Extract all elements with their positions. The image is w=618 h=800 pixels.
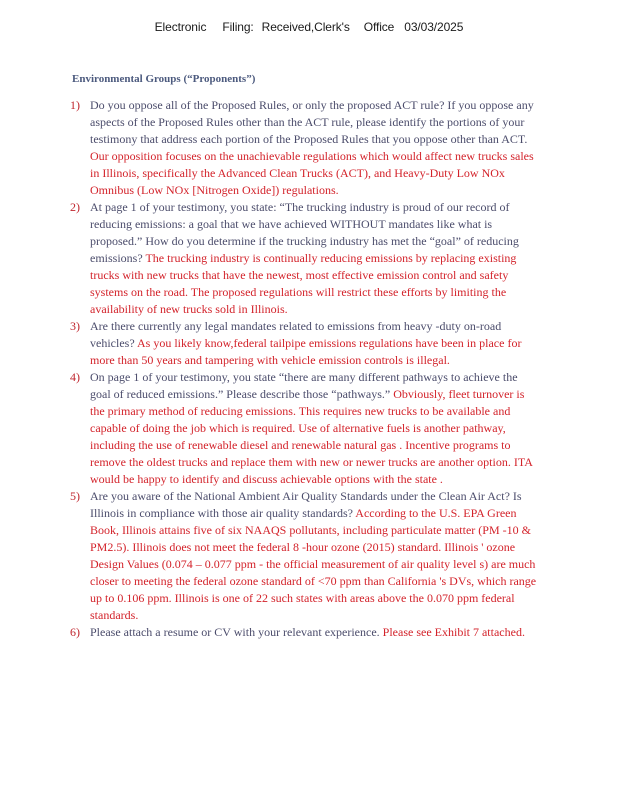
question-text: On page 1 of your testimony, you state “there are many different pathways to achieve the goal of reduced emissions.” Please describe those “pathways.” — [90, 370, 518, 401]
answer-text: Our opposition focuses on the unachievable regulations which would affect new trucks sales in Illinois, specifically the Advanced Clean Trucks (ACT), and Heavy-Duty Low NOx Omnibus (Low NOx [Nitrogen Oxide]) regulations. — [90, 149, 534, 197]
section-title: Environmental Groups (“Proponents”) — [72, 73, 256, 85]
header-date: 03/03/2025 — [404, 20, 464, 34]
answer-text: The trucking industry is continually reducing emissions by replacing existing trucks with new trucks that have the newest, most effective emission control and safety systems on the road. The proposed regulations will restrict these efforts by limiting the availability of new trucks sold in Illinois. — [90, 251, 517, 316]
answer-text: According to the U.S. EPA Green Book, Illinois attains five of six NAAQS pollutants, including particulate matter (PM -10 & PM2.5). Illinois does not meet the federal 8 -hour ozone (2015) standard. Illinois ' ozone Design Values (0.074 – 0.077 ppm - the official measurement of air quality level s) are much closer to meeting the federal ozone standard of <70 ppm than California 's DVs, which range up to 0.106 ppm. Illinois is one of 22 such states with areas above the 0.070 ppm federal standards. — [90, 506, 537, 622]
question-number: 4) — [70, 370, 80, 384]
question-item-2 — [70, 199, 540, 318]
question-text: Are there currently any legal mandates related to emissions from heavy -duty on-road vehicles? — [90, 319, 502, 350]
answer-text: As you likely know,federal tailpipe emissions regulations have been in place for more than 50 years and tampering with vehicle emission controls is illegal. — [90, 336, 522, 367]
question-text: Please attach a resume or CV with your relevant experience. — [90, 625, 380, 639]
question-item-4 — [70, 369, 540, 488]
question-item-1 — [70, 97, 540, 199]
question-item-6 — [70, 624, 540, 641]
header-filing: Filing: — [222, 20, 254, 34]
question-number: 1) — [70, 98, 80, 112]
question-number: 6) — [70, 625, 80, 639]
header-electronic: Electronic — [154, 20, 207, 34]
answer-text: Please see Exhibit 7 attached. — [382, 625, 525, 639]
question-number: 2) — [70, 200, 80, 214]
header-office: Office — [363, 20, 395, 34]
question-text: Do you oppose all of the Proposed Rules, or only the proposed ACT rule? If you oppose any aspects of the Proposed Rules other than the ACT rule, please identify the portions of your testimony that address each portion of the Proposed Rules that you oppose other than ACT. — [90, 98, 534, 146]
question-text: Are you aware of the National Ambient Air Quality Standards under the Clean Air Act? Is Illinois in compliance with those air quality standards? — [90, 489, 522, 520]
header-received: Received,Clerk's — [261, 20, 350, 34]
question-list — [70, 97, 540, 641]
filing-header — [0, 20, 618, 34]
question-text: At page 1 of your testimony, you state: “The trucking industry is proud of our record of reducing emissions: a goal that we have achieved WITHOUT mandates like what is proposed.” How do you determine if the trucking industry has met the “goal” of reducing emissions? — [90, 200, 519, 265]
question-number: 5) — [70, 489, 80, 503]
question-item-5 — [70, 488, 540, 624]
answer-text: Obviously, fleet turnover is the primary method of reducing emissions. This requires new trucks to be available and capable of doing the job which is required. Use of alternative fuels is another pathway, including the use of renewable diesel and renewable natural gas . Incentive programs to remove the oldest trucks and replace them with new or newer trucks are another option. ITA would be happy to identify and discuss achievable options with the state . — [90, 387, 533, 486]
question-number: 3) — [70, 319, 80, 333]
question-item-3 — [70, 318, 540, 369]
